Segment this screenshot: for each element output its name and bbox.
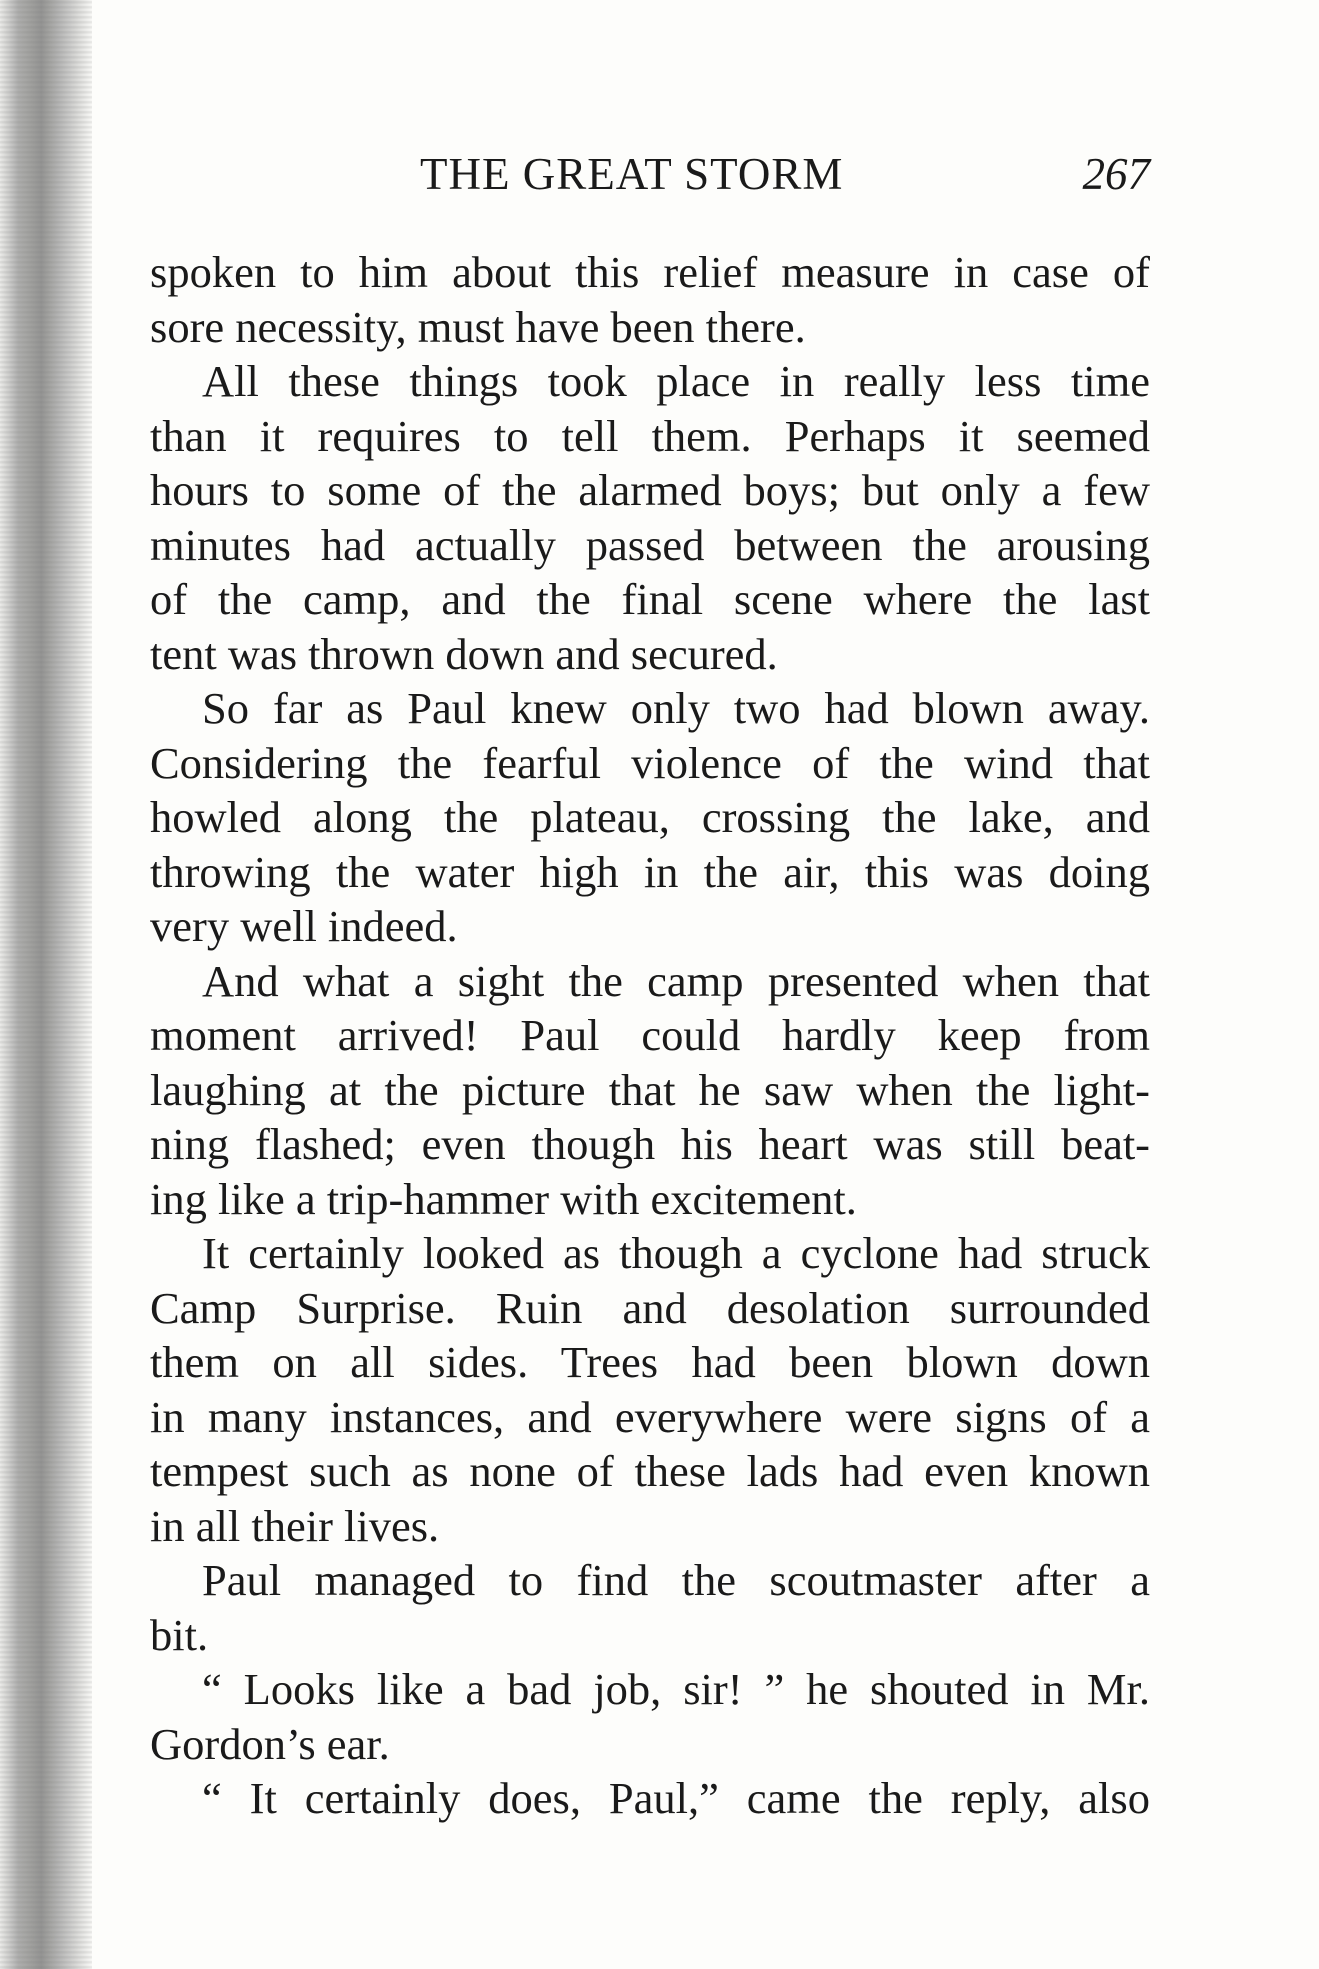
text-line: Paul managed to find the scoutmaster after a (202, 1555, 1150, 1605)
body-text (150, 245, 1150, 1826)
text-line: And what a sight the camp presented when that (202, 955, 1150, 1006)
text-line: “ It certainly does, Paul,” came the reply, also (202, 1773, 1150, 1823)
text-line: throwing the water high in the air, this was doing (150, 846, 1150, 897)
text-line: moment arrived! Paul could hardly keep from (150, 1010, 1150, 1060)
binding-edge-shadow (0, 0, 92, 1969)
text-line: spoken to him about this relief measure in case of (150, 247, 1150, 297)
text-line: So far as Paul knew only two had blown away. (202, 683, 1150, 733)
text-line: in many instances, and everywhere were signs of a (150, 1391, 1150, 1442)
text-line: ning flashed; even though his heart was still beat- (150, 1119, 1150, 1169)
text-line: Camp Surprise. Ruin and desolation surrounded (150, 1282, 1150, 1333)
text-line: minutes had actually passed between the arousing (150, 519, 1150, 570)
text-line: ing like a trip-hammer with excitement. (150, 1173, 857, 1224)
text-line: sore necessity, must have been there. (150, 301, 806, 352)
text-line: tent was thrown down and secured. (150, 628, 778, 679)
text-line: Considering the fearful violence of the wind that (150, 737, 1150, 788)
text-line: laughing at the picture that he saw when the light- (150, 1064, 1150, 1115)
text-line: tempest such as none of these lads had even known (150, 1446, 1150, 1496)
text-line: It certainly looked as though a cyclone had struck (202, 1228, 1150, 1278)
text-line: Gordon’s ear. (150, 1718, 390, 1769)
running-head (150, 148, 1150, 208)
text-line: very well indeed. (150, 901, 458, 951)
text-line: howled along the plateau, crossing the lake, and (150, 792, 1150, 842)
text-line: them on all sides. Trees had been blown down (150, 1337, 1150, 1387)
text-line: than it requires to tell them. Perhaps it seemed (150, 410, 1150, 461)
page-number: 267 (1082, 149, 1150, 199)
text-line: bit. (150, 1609, 209, 1660)
text-line: in all their lives. (150, 1500, 440, 1551)
chapter-title: THE GREAT STORM (420, 149, 844, 199)
text-line: “ Looks like a bad job, sir! ” he shouted in Mr. (202, 1664, 1150, 1714)
text-line: All these things took place in really less time (202, 356, 1150, 406)
text-line: hours to some of the alarmed boys; but only a few (150, 465, 1150, 515)
text-line: of the camp, and the final scene where the last (150, 574, 1150, 624)
